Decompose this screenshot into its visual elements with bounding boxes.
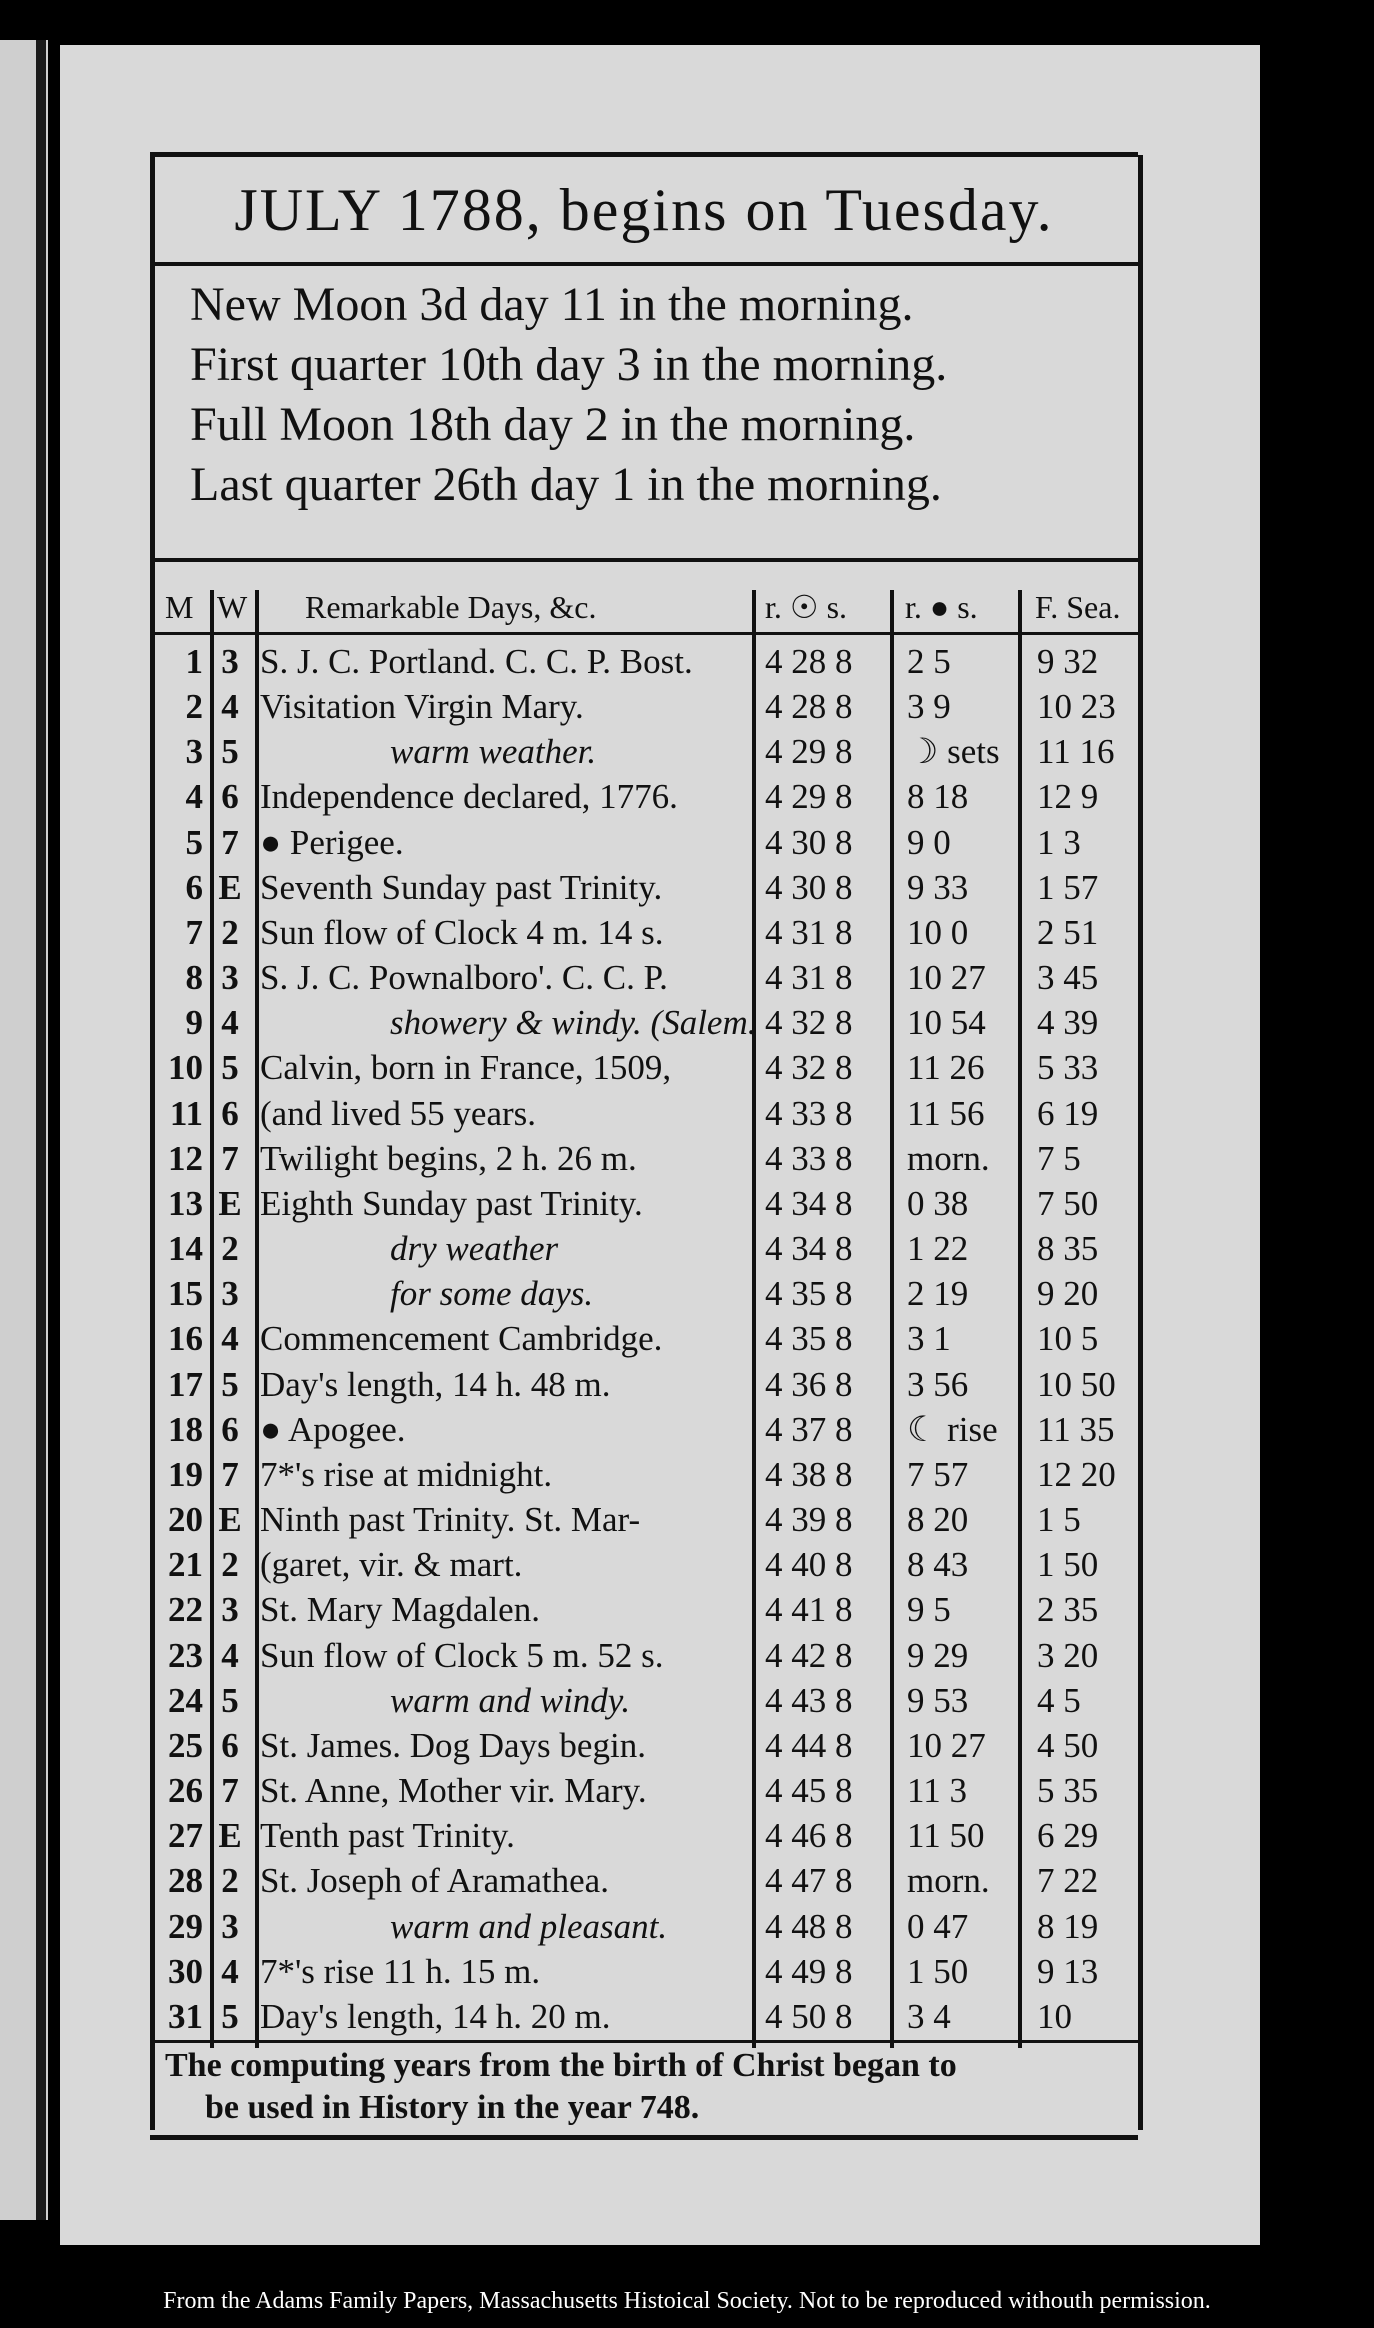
day-of-month: 26 bbox=[168, 1771, 203, 1811]
day-of-week: 5 bbox=[221, 1680, 239, 1720]
day-of-week: 7 bbox=[221, 1138, 239, 1178]
sun-rise-set: 4 29 8 bbox=[765, 777, 853, 817]
day-of-week: 6 bbox=[221, 777, 239, 817]
full-sea: 7 50 bbox=[1037, 1183, 1099, 1223]
day-of-month: 1 bbox=[185, 642, 203, 681]
moon-phase-line: Full Moon 18th day 2 in the morning. bbox=[190, 398, 916, 451]
day-of-week: 4 bbox=[221, 1319, 239, 1359]
moon-rise-set: 10 27 bbox=[907, 958, 986, 998]
remarkable-day: warm and pleasant. bbox=[390, 1906, 668, 1946]
footnote-line: be used in History in the year 748. bbox=[205, 2089, 700, 2126]
day-of-month: 28 bbox=[168, 1861, 203, 1901]
day-of-week: 2 bbox=[221, 1861, 239, 1901]
table-row bbox=[155, 1453, 1133, 1497]
header-m: M bbox=[165, 589, 194, 625]
full-sea: 10 23 bbox=[1037, 687, 1116, 727]
sun-rise-set: 4 32 8 bbox=[765, 1048, 853, 1088]
day-of-month: 27 bbox=[168, 1816, 203, 1856]
sun-rise-set: 4 34 8 bbox=[765, 1229, 853, 1269]
header-w: W bbox=[217, 589, 248, 625]
sun-rise-set: 4 40 8 bbox=[765, 1545, 853, 1585]
remarkable-day: Independence declared, 1776. bbox=[260, 777, 678, 817]
footnote bbox=[165, 2045, 1125, 2129]
sun-rise-set: 4 33 8 bbox=[765, 1138, 853, 1178]
full-sea: 2 51 bbox=[1037, 912, 1099, 952]
full-sea: 2 35 bbox=[1037, 1590, 1099, 1630]
moon-rise-set: 2 19 bbox=[907, 1274, 969, 1314]
day-of-week: 4 bbox=[221, 1951, 239, 1991]
moon-rise-set: 11 26 bbox=[907, 1048, 985, 1088]
day-of-month: 21 bbox=[168, 1545, 203, 1585]
table-row bbox=[155, 1046, 1133, 1090]
sun-rise-set: 4 38 8 bbox=[765, 1454, 853, 1494]
table-row bbox=[155, 1317, 1133, 1361]
moon-rise-set: 10 0 bbox=[907, 912, 969, 952]
moon-rise-set: 9 53 bbox=[907, 1680, 969, 1720]
day-of-week: 5 bbox=[221, 1996, 239, 2036]
table-row bbox=[155, 821, 1133, 865]
moon-rise-set: 2 5 bbox=[907, 642, 951, 681]
sun-rise-set: 4 33 8 bbox=[765, 1093, 853, 1133]
moon-phase-line: New Moon 3d day 11 in the morning. bbox=[190, 278, 914, 331]
day-of-week: 7 bbox=[221, 1454, 239, 1494]
moon-rise-set: 3 9 bbox=[907, 687, 951, 727]
remarkable-day: St. Anne, Mother vir. Mary. bbox=[260, 1771, 647, 1811]
day-of-week: 3 bbox=[221, 1274, 239, 1314]
full-sea: 1 50 bbox=[1037, 1545, 1099, 1585]
table-row bbox=[155, 1092, 1133, 1136]
moon-rise-set: 11 50 bbox=[907, 1816, 985, 1856]
page-title: JULY 1788, begins on Tuesday. bbox=[234, 177, 1054, 243]
table-bottom-rule bbox=[150, 2040, 1138, 2043]
day-of-week: 4 bbox=[221, 687, 239, 727]
day-of-week: 5 bbox=[221, 1364, 239, 1404]
full-sea: 1 5 bbox=[1037, 1500, 1081, 1540]
table-row bbox=[155, 1408, 1133, 1452]
moon-rise-set: 8 20 bbox=[907, 1500, 969, 1540]
moon-rise-set: morn. bbox=[907, 1861, 990, 1901]
table-row bbox=[155, 866, 1133, 910]
day-of-week: 6 bbox=[221, 1093, 239, 1133]
sun-rise-set: 4 39 8 bbox=[765, 1500, 853, 1540]
full-sea: 12 20 bbox=[1037, 1454, 1116, 1494]
almanac-table bbox=[155, 640, 1133, 2040]
header-sea: F. Sea. bbox=[1035, 589, 1121, 625]
remarkable-day: Visitation Virgin Mary. bbox=[260, 687, 584, 727]
table-header bbox=[155, 582, 1133, 632]
phases-rule bbox=[150, 558, 1138, 562]
table-row bbox=[155, 1995, 1133, 2039]
sun-rise-set: 4 47 8 bbox=[765, 1861, 853, 1901]
remarkable-day: ● Perigee. bbox=[260, 822, 404, 862]
remarkable-day: Sun flow of Clock 5 m. 52 s. bbox=[260, 1635, 664, 1675]
day-of-week: 2 bbox=[221, 1545, 239, 1585]
moon-rise-set: 1 50 bbox=[907, 1951, 969, 1991]
day-of-month: 30 bbox=[168, 1951, 203, 1991]
moon-rise-set: 8 43 bbox=[907, 1545, 969, 1585]
day-of-month: 31 bbox=[168, 1996, 203, 2036]
sun-rise-set: 4 41 8 bbox=[765, 1590, 853, 1630]
day-of-week: 3 bbox=[221, 1590, 239, 1630]
full-sea: 6 29 bbox=[1037, 1816, 1099, 1856]
full-sea: 8 19 bbox=[1037, 1906, 1099, 1946]
moon-rise-set: 3 1 bbox=[907, 1319, 951, 1359]
remarkable-day: dry weather bbox=[390, 1229, 559, 1269]
day-of-month: 10 bbox=[168, 1048, 203, 1088]
full-sea: 10 50 bbox=[1037, 1364, 1116, 1404]
full-sea: 5 33 bbox=[1037, 1048, 1099, 1088]
day-of-week: 2 bbox=[221, 1229, 239, 1269]
moon-phase-line: Last quarter 26th day 1 in the morning. bbox=[190, 458, 942, 511]
day-of-month: 25 bbox=[168, 1725, 203, 1765]
remarkable-day: showery & windy. (Salem. bbox=[390, 1003, 757, 1043]
sun-rise-set: 4 31 8 bbox=[765, 958, 853, 998]
remarkable-day: Sun flow of Clock 4 m. 14 s. bbox=[260, 912, 664, 952]
moon-rise-set: 3 56 bbox=[907, 1364, 969, 1404]
remarkable-day: ● Apogee. bbox=[260, 1409, 406, 1449]
moon-rise-set: 10 54 bbox=[907, 1003, 986, 1043]
table-row bbox=[155, 1588, 1133, 1632]
full-sea: 6 19 bbox=[1037, 1093, 1099, 1133]
remarkable-day: warm weather. bbox=[390, 732, 597, 772]
day-of-month: 2 bbox=[185, 687, 203, 727]
table-row bbox=[155, 911, 1133, 955]
sun-rise-set: 4 30 8 bbox=[765, 822, 853, 862]
sun-rise-set: 4 28 8 bbox=[765, 687, 853, 727]
full-sea: 9 32 bbox=[1037, 642, 1099, 681]
day-of-week: 5 bbox=[221, 1048, 239, 1088]
full-sea: 4 39 bbox=[1037, 1003, 1099, 1043]
table-row bbox=[155, 1950, 1133, 1994]
moon-rise-set: 8 18 bbox=[907, 777, 969, 817]
moon-rise-set: 9 0 bbox=[907, 822, 951, 862]
moon-rise-set: 11 3 bbox=[907, 1771, 967, 1811]
day-of-month: 17 bbox=[168, 1364, 203, 1404]
day-of-month: 18 bbox=[168, 1409, 203, 1449]
title-rule bbox=[150, 262, 1138, 266]
moon-rise-set: 9 5 bbox=[907, 1590, 951, 1630]
moon-rise-set: 0 47 bbox=[907, 1906, 969, 1946]
moon-rise-set: 10 27 bbox=[907, 1725, 986, 1765]
bottom-rule bbox=[150, 2135, 1138, 2140]
full-sea: 12 9 bbox=[1037, 777, 1099, 817]
remarkable-day: Tenth past Trinity. bbox=[260, 1816, 515, 1856]
day-of-week: 3 bbox=[221, 958, 239, 998]
sun-rise-set: 4 34 8 bbox=[765, 1183, 853, 1223]
full-sea: 9 20 bbox=[1037, 1274, 1099, 1314]
full-sea: 5 35 bbox=[1037, 1771, 1099, 1811]
remarkable-day: St. Joseph of Aramathea. bbox=[260, 1861, 609, 1901]
sun-rise-set: 4 28 8 bbox=[765, 642, 853, 681]
moon-phase-line: First quarter 10th day 3 in the morning. bbox=[190, 338, 948, 391]
table-row bbox=[155, 1272, 1133, 1316]
remarkable-day: (garet, vir. & mart. bbox=[260, 1545, 523, 1585]
day-of-week: 3 bbox=[221, 1906, 239, 1946]
remarkable-day: Day's length, 14 h. 20 m. bbox=[260, 1996, 611, 2036]
remarkable-day: 7*'s rise at midnight. bbox=[260, 1454, 553, 1494]
full-sea: 9 13 bbox=[1037, 1951, 1099, 1991]
moon-rise-set: ☽ sets bbox=[907, 732, 1000, 772]
full-sea: 3 20 bbox=[1037, 1635, 1099, 1675]
day-of-month: 3 bbox=[185, 732, 203, 772]
sun-rise-set: 4 31 8 bbox=[765, 912, 853, 952]
moon-rise-set: 7 57 bbox=[907, 1454, 969, 1494]
table-row bbox=[155, 1543, 1133, 1587]
archive-caption: From the Adams Family Papers, Massachusetts Histoical Society. Not to be reproduced withouth permission. bbox=[163, 2288, 1211, 2314]
sun-rise-set: 4 44 8 bbox=[765, 1725, 853, 1765]
moon-rise-set: 1 22 bbox=[907, 1229, 969, 1269]
table-row bbox=[155, 1724, 1133, 1768]
full-sea: 4 50 bbox=[1037, 1725, 1099, 1765]
day-of-month: 24 bbox=[168, 1680, 203, 1720]
table-row bbox=[155, 775, 1133, 819]
remarkable-day: Seventh Sunday past Trinity. bbox=[260, 867, 663, 907]
sun-rise-set: 4 49 8 bbox=[765, 1951, 853, 1991]
day-of-week: 7 bbox=[221, 822, 239, 862]
sun-rise-set: 4 30 8 bbox=[765, 867, 853, 907]
page-gutter bbox=[36, 40, 46, 2220]
full-sea: 3 45 bbox=[1037, 958, 1099, 998]
table-row bbox=[155, 1769, 1133, 1813]
top-rule bbox=[150, 152, 1138, 157]
day-of-week: E bbox=[218, 867, 242, 907]
footnote-line: The computing years from the birth of Christ began to bbox=[165, 2047, 957, 2084]
sun-rise-set: 4 37 8 bbox=[765, 1409, 853, 1449]
day-of-month: 15 bbox=[168, 1274, 203, 1314]
full-sea: 10 5 bbox=[1037, 1319, 1099, 1359]
remarkable-day: S. J. C. Portland. C. C. P. Bost. bbox=[260, 642, 693, 681]
day-of-month: 13 bbox=[168, 1183, 203, 1223]
day-of-month: 6 bbox=[185, 867, 203, 907]
remarkable-day: Ninth past Trinity. St. Mar- bbox=[260, 1500, 641, 1540]
remarkable-day: Eighth Sunday past Trinity. bbox=[260, 1183, 643, 1223]
day-of-month: 4 bbox=[185, 777, 203, 817]
table-row bbox=[155, 685, 1133, 729]
sun-rise-set: 4 35 8 bbox=[765, 1274, 853, 1314]
moon-rise-set: ☾ rise bbox=[907, 1409, 998, 1449]
table-row bbox=[155, 1859, 1133, 1903]
day-of-week: E bbox=[218, 1183, 242, 1223]
day-of-month: 11 bbox=[169, 1093, 203, 1133]
sun-rise-set: 4 36 8 bbox=[765, 1364, 853, 1404]
remarkable-day: warm and windy. bbox=[390, 1680, 631, 1720]
sun-rise-set: 4 50 8 bbox=[765, 1996, 853, 2036]
day-of-month: 12 bbox=[168, 1138, 203, 1178]
day-of-week: E bbox=[218, 1816, 242, 1856]
table-row bbox=[155, 1363, 1133, 1407]
table-row bbox=[155, 640, 1133, 684]
sun-rise-set: 4 48 8 bbox=[765, 1906, 853, 1946]
moon-rise-set: 0 38 bbox=[907, 1183, 969, 1223]
day-of-month: 23 bbox=[168, 1635, 203, 1675]
day-of-month: 8 bbox=[185, 958, 203, 998]
remarkable-day: Day's length, 14 h. 48 m. bbox=[260, 1364, 611, 1404]
sun-rise-set: 4 46 8 bbox=[765, 1816, 853, 1856]
table-row bbox=[155, 1679, 1133, 1723]
day-of-month: 22 bbox=[168, 1590, 203, 1630]
day-of-month: 5 bbox=[185, 822, 203, 862]
table-row bbox=[155, 1227, 1133, 1271]
day-of-week: 2 bbox=[221, 912, 239, 952]
day-of-month: 19 bbox=[168, 1454, 203, 1494]
header-moon: r. ● s. bbox=[905, 589, 978, 625]
full-sea: 11 35 bbox=[1037, 1409, 1115, 1449]
moon-rise-set: 11 56 bbox=[907, 1093, 985, 1133]
remarkable-day: Calvin, born in France, 1509, bbox=[260, 1048, 672, 1088]
full-sea: 10 bbox=[1037, 1996, 1072, 2036]
moon-rise-set: 3 4 bbox=[907, 1996, 951, 2036]
day-of-week: 4 bbox=[221, 1635, 239, 1675]
header-remarkable: Remarkable Days, &c. bbox=[305, 589, 597, 625]
day-of-month: 16 bbox=[168, 1319, 203, 1359]
full-sea: 7 5 bbox=[1037, 1138, 1081, 1178]
remarkable-day: for some days. bbox=[390, 1274, 594, 1314]
day-of-month: 29 bbox=[168, 1906, 203, 1946]
moon-rise-set: 9 33 bbox=[907, 867, 969, 907]
table-row bbox=[155, 1137, 1133, 1181]
table-row bbox=[155, 1001, 1133, 1045]
day-of-week: 6 bbox=[221, 1725, 239, 1765]
sun-rise-set: 4 43 8 bbox=[765, 1680, 853, 1720]
remarkable-day: (and lived 55 years. bbox=[260, 1093, 537, 1133]
day-of-month: 20 bbox=[168, 1500, 203, 1540]
day-of-week: 7 bbox=[221, 1771, 239, 1811]
header-sun: r. ☉ s. bbox=[765, 589, 848, 625]
remarkable-day: St. James. Dog Days begin. bbox=[260, 1725, 646, 1765]
table-row bbox=[155, 956, 1133, 1000]
day-of-month: 7 bbox=[185, 912, 203, 952]
full-sea: 1 57 bbox=[1037, 867, 1099, 907]
table-row bbox=[155, 730, 1133, 774]
remarkable-day: St. Mary Magdalen. bbox=[260, 1590, 540, 1630]
table-row bbox=[155, 1814, 1133, 1858]
table-row bbox=[155, 1182, 1133, 1226]
remarkable-day: Commencement Cambridge. bbox=[260, 1319, 663, 1359]
full-sea: 8 35 bbox=[1037, 1229, 1099, 1269]
table-row bbox=[155, 1905, 1133, 1949]
full-sea: 11 16 bbox=[1037, 732, 1115, 772]
day-of-week: 5 bbox=[221, 732, 239, 772]
full-sea: 4 5 bbox=[1037, 1680, 1081, 1720]
table-row bbox=[155, 1498, 1133, 1542]
moon-rise-set: morn. bbox=[907, 1138, 990, 1178]
sun-rise-set: 4 29 8 bbox=[765, 732, 853, 772]
sun-rise-set: 4 35 8 bbox=[765, 1319, 853, 1359]
sun-rise-set: 4 32 8 bbox=[765, 1003, 853, 1043]
day-of-week: 4 bbox=[221, 1003, 239, 1043]
moon-rise-set: 9 29 bbox=[907, 1635, 969, 1675]
full-sea: 1 3 bbox=[1037, 822, 1081, 862]
remarkable-day: Twilight begins, 2 h. 26 m. bbox=[260, 1138, 637, 1178]
day-of-week: E bbox=[218, 1500, 242, 1540]
day-of-month: 14 bbox=[168, 1229, 203, 1269]
table-row bbox=[155, 1634, 1133, 1678]
sun-rise-set: 4 42 8 bbox=[765, 1635, 853, 1675]
sun-rise-set: 4 45 8 bbox=[765, 1771, 853, 1811]
moon-phases bbox=[160, 275, 1120, 545]
full-sea: 7 22 bbox=[1037, 1861, 1099, 1901]
day-of-week: 3 bbox=[221, 642, 239, 681]
remarkable-day: 7*'s rise 11 h. 15 m. bbox=[260, 1951, 541, 1991]
remarkable-day: S. J. C. Pownalboro'. C. C. P. bbox=[260, 958, 668, 998]
header-rule bbox=[150, 632, 1138, 635]
day-of-month: 9 bbox=[185, 1003, 203, 1043]
day-of-week: 6 bbox=[221, 1409, 239, 1449]
